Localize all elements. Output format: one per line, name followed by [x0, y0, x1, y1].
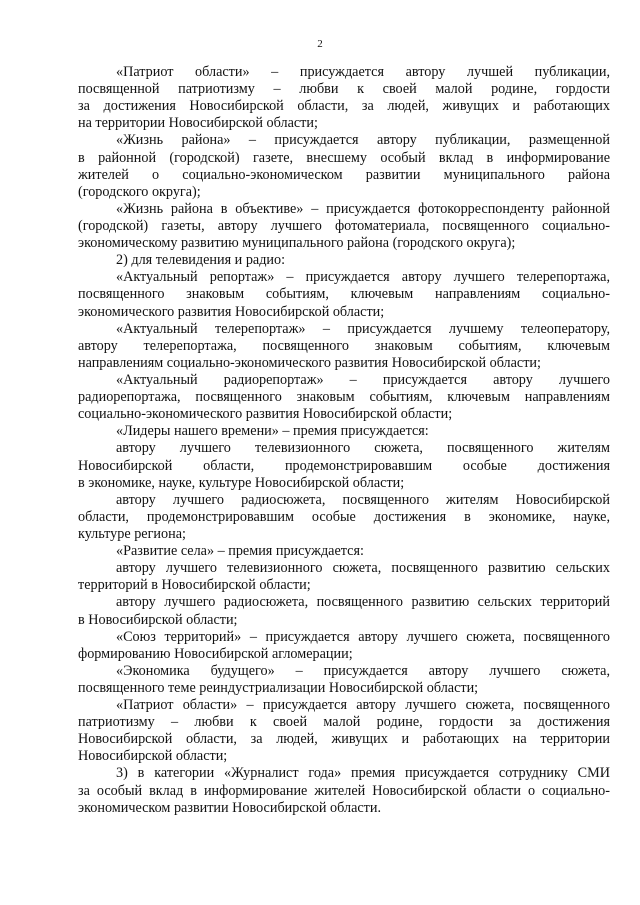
- text-line: радиорепортажа, посвященного знаковым событиям, ключевым направлениям: [78, 389, 610, 406]
- text-line: области, продемонстрировавшим особые достижения в экономике, науке,: [78, 508, 610, 525]
- text-line: «Актуальный телерепортаж» – присуждается лучшему телеоператору,: [116, 320, 610, 337]
- text-line: (городской) газеты, автору лучшего фотоматериала, посвященного социально-: [78, 217, 610, 234]
- text-line: за достижения Новосибирской области, за людей, живущих и работающих: [78, 98, 610, 115]
- page-number: 2: [317, 38, 323, 50]
- text-line: в районной (городской) газете, внесшему особый вклад в информирование: [78, 149, 610, 166]
- text-line: автору лучшего телевизионного сюжета, посвященного жителям: [116, 440, 610, 457]
- text-line: 3) в категории «Журналист года» премия присуждается сотруднику СМИ: [116, 765, 610, 782]
- text-line: «Актуальный репортаж» – присуждается автору лучшего телерепортажа,: [116, 269, 610, 286]
- text-line: формированию Новосибирской агломерации;: [78, 645, 353, 662]
- text-line: автору телерепортажа, посвященного знаковым событиям, ключевым: [78, 337, 610, 354]
- text-line: экономического развития Новосибирской области;: [78, 303, 385, 320]
- text-line: «Экономика будущего» – присуждается автору лучшего сюжета,: [116, 662, 610, 679]
- text-line: направлениям социально-экономического развития Новосибирской области;: [78, 354, 541, 371]
- text-line: за особый вклад в информирование жителей Новосибирской области о социально-: [78, 782, 610, 799]
- document-body: [78, 64, 610, 817]
- text-line: «Актуальный радиорепортаж» – присуждается автору лучшего: [116, 371, 610, 388]
- text-line: социально-экономического развития Новосибирской области;: [78, 406, 453, 423]
- text-line: (городского округа);: [78, 183, 201, 200]
- text-line: территорий в Новосибирской области;: [78, 577, 311, 594]
- text-line: в Новосибирской области;: [78, 611, 238, 628]
- text-line: «Жизнь района в объективе» – присуждается фотокорреспонденту районной: [116, 200, 610, 217]
- text-line: в экономике, науке, культуре Новосибирской области;: [78, 474, 405, 491]
- text-line: автору лучшего радиосюжета, посвященного развитию сельских территорий: [116, 594, 610, 611]
- text-line: на территории Новосибирской области;: [78, 115, 318, 132]
- text-line: автору лучшего телевизионного сюжета, посвященного развитию сельских: [116, 560, 610, 577]
- text-line: 2) для телевидения и радио:: [116, 252, 286, 269]
- text-line: посвященной патриотизму – любви к своей малой родине, гордости: [78, 81, 610, 98]
- text-line: Новосибирской области, за людей, живущих и работающих на территории: [78, 731, 610, 748]
- text-line: «Жизнь района» – присуждается автору публикации, размещенной: [116, 132, 610, 149]
- text-line: посвященного знаковым событиям, ключевым направлениям социально-: [78, 286, 610, 303]
- text-line: культуре региона;: [78, 525, 186, 542]
- text-line: патриотизму – любви к своей малой родине, гордости за достижения: [78, 714, 610, 731]
- text-line: «Патриот области» – присуждается автору лучшей публикации,: [116, 64, 610, 80]
- text-line: экономическому развитию муниципального района (городского округа);: [78, 235, 516, 252]
- text-line: Новосибирской области;: [78, 748, 228, 765]
- text-line: «Развитие села» – премия присуждается:: [116, 543, 364, 560]
- text-line: «Лидеры нашего времени» – премия присуждается:: [116, 423, 429, 440]
- text-line: автору лучшего радиосюжета, посвященного жителям Новосибирской: [116, 491, 610, 508]
- text-line: «Союз территорий» – присуждается автору лучшего сюжета, посвященного: [116, 628, 610, 645]
- text-line: посвященного теме реиндустриализации Новосибирской области;: [78, 679, 479, 696]
- text-line: экономическом развитии Новосибирской области.: [78, 799, 382, 816]
- text-line: жителей о социально-экономическом развитии муниципального района: [78, 166, 610, 183]
- text-line: Новосибирской области, продемонстрировавшим особые достижения: [78, 457, 610, 474]
- text-line: «Патриот области» – присуждается автору лучшего сюжета, посвященного: [116, 697, 610, 714]
